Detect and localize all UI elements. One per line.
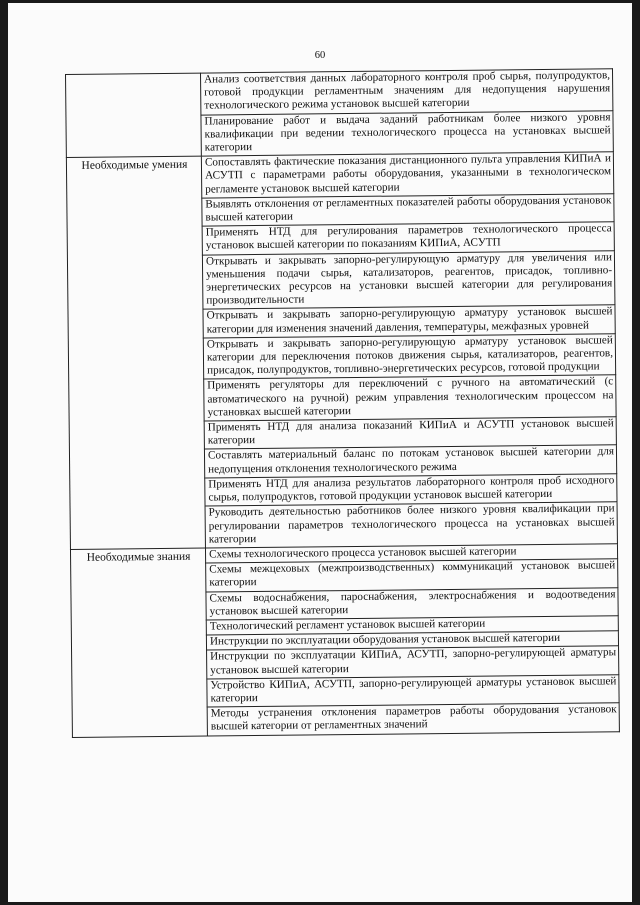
table-cell-item: Устройство КИПиА, АСУТП, запорно-регулирующей арматуры установок высшей категории — [207, 674, 619, 707]
table-cell-item: Руководить деятельностью работников более низкого уровня квалификации при регулировании параметров технологического процесса на установках высшей категории — [205, 502, 617, 548]
section-label: Необходимые умения — [66, 156, 205, 549]
section-label-empty — [66, 73, 202, 158]
table-cell-item: Применять НТД для регулирования параметров технологического процесса установок высшей категории по показаниям КИПиА, АСУТП — [202, 222, 614, 255]
document-page — [8, 3, 632, 902]
section-label: Необходимые знания — [70, 548, 207, 737]
table-cell-item: Схемы водоснабжения, пароснабжения, электроснабжения и водоотведения установок высшей категории — [206, 587, 618, 620]
table-cell-item: Открывать и закрывать запорно-регулирующую арматуру для увеличения или уменьшения подачи сырья, катализаторов, реагентов, присадок, топливно-энергетических ресурсов на установки высшей категории для регулирования производительности — [202, 250, 615, 309]
table-cell-item: Составлять материальный баланс по потокам установок высшей категории для недопущения отклонения технологического режима — [204, 445, 616, 478]
table-cell-item: Схемы технологического процесса установок высшей категории — [205, 544, 617, 564]
competency-table — [65, 68, 620, 737]
table-cell-item: Инструкции по эксплуатации оборудования установок высшей категории — [206, 631, 618, 651]
table-cell-item: Методы устранения отклонения параметров работы оборудования установок высшей категории от регламентных значений — [207, 703, 619, 736]
table-cell-item: Применять регуляторы для переключений с ручного на автоматический (с автоматического на ручной) режим управления технологическим процессом на установках высшей категории — [204, 375, 616, 421]
table-cell-item: Открывать и закрывать запорно-регулирующую арматуру установок высшей категории для изменения значений давления, температуры, межфазных уровней — [203, 305, 615, 338]
table-cell-item: Схемы межцеховых (межпроизводственных) коммуникаций установок высшей категории — [206, 559, 618, 592]
table-cell-item: Анализ соответствия данных лабораторного контроля проб сырья, полупродуктов, готовой продукции регламентным значениям для недопущения нарушения технологического режима установок высшей категории — [200, 69, 612, 115]
table-row-skill — [66, 152, 613, 199]
table-cell-item: Сопоставлять фактические показания дистанционного пульта управления КИПиА и АСУТП с параметрами работы оборудования, указанными в технологическом регламенте установок высшей категории — [201, 152, 613, 198]
table-cell-item: Открывать и закрывать запорно-регулирующую арматуру установок высшей категории для переключения потоков движения сырья, катализаторов, реагентов, присадок, полупродуктов, топливно-энергетических ресурсов, готовой продукции — [203, 334, 615, 380]
page-number: 60 — [314, 50, 326, 61]
table-cell-item: Инструкции по эксплуатации КИПиА, АСУТП, запорно-регулирующей арматуры установок высшей категории — [207, 646, 619, 679]
table-cell-item: Технологический регламент установок высшей категории — [206, 616, 618, 636]
table-cell-item: Применять НТД для анализа результатов лабораторного контроля проб исходного сырья, полупродуктов, готовой продукции установок высшей категории — [205, 474, 617, 507]
table-cell-item: Выявлять отклонения от регламентных показателей работы оборудования установок высшей категории — [202, 194, 614, 227]
table-cell-item: Планирование работ и выдача заданий работникам более низкого уровня квалификации при ведении технологического процесса на установках высшей категории — [201, 110, 613, 156]
table-cell-item: Применять НТД для анализа показаний КИПиА и АСУТП установок высшей категории — [204, 417, 616, 450]
table-row-continued — [66, 69, 613, 116]
